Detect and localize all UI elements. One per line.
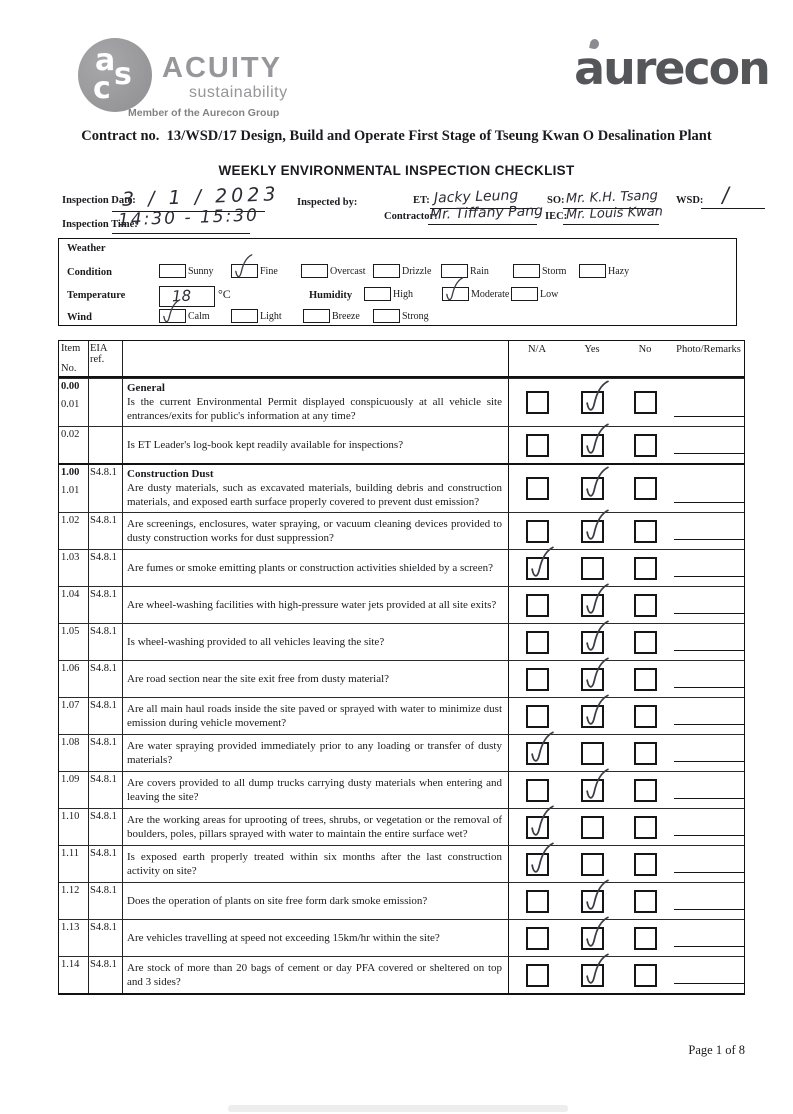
question-text: Is exposed earth properly treated within six months after the last construction activity on site? [127, 850, 502, 877]
wsd-value: / [721, 182, 730, 208]
item-no: 1.10 [61, 811, 80, 822]
eia-ref: S4.8.1 [89, 698, 123, 734]
na-checkbox[interactable] [526, 434, 549, 457]
na-checkbox[interactable] [526, 816, 549, 839]
question-text: Are screenings, enclosures, water spraying, or vacuum cleaning devices provided to dusty construction works for dust suppression? [127, 517, 502, 544]
weather-checkbox[interactable] [373, 264, 400, 278]
eia-ref: S4.8.1 [89, 550, 123, 586]
yes-checkbox[interactable] [581, 927, 604, 950]
col-remarks: Photo/Remarks [676, 344, 741, 355]
eia-ref: S4.8.1 [89, 624, 123, 660]
weather-checkbox[interactable] [301, 264, 328, 278]
remarks-line[interactable] [674, 539, 744, 540]
no-checkbox[interactable] [634, 927, 657, 950]
col-no: No [638, 344, 652, 355]
item-no: 1.01 [61, 485, 80, 496]
yes-checkbox[interactable] [581, 434, 604, 457]
weather-option-label: Strong [402, 310, 429, 322]
monogram-letter-c: c [93, 71, 111, 106]
weather-checkbox[interactable] [159, 309, 186, 323]
table-header [59, 341, 744, 378]
weather-option [442, 287, 509, 301]
scan-artifact [228, 1105, 568, 1112]
iec-value: Mr. Louis Kwan [565, 204, 664, 223]
page-title: WEEKLY ENVIRONMENTAL INSPECTION CHECKLIST [218, 163, 575, 178]
no-checkbox[interactable] [634, 890, 657, 913]
question-text: Are fumes or smoke emitting plants or construction activities shielded by a screen? [127, 561, 493, 574]
eia-ref: S4.8.1 [89, 513, 123, 549]
no-checkbox[interactable] [634, 816, 657, 839]
table-body [59, 378, 744, 993]
eia-ref: S4.8.1 [89, 587, 123, 623]
inspection-time-value: 14:30 - 15:30 [117, 205, 260, 231]
yes-checkbox[interactable] [581, 520, 604, 543]
item-no: 1.05 [61, 626, 80, 637]
inspection-time-label: Inspection Time: [62, 219, 138, 230]
na-checkbox[interactable] [526, 594, 549, 617]
no-checkbox[interactable] [634, 557, 657, 580]
yes-checkbox[interactable] [581, 816, 604, 839]
weather-option [303, 309, 360, 323]
question-text: Are vehicles travelling at speed not exceeding 15km/hr within the site? [127, 931, 440, 944]
eia-ref: S4.8.1 [89, 735, 123, 771]
table-row [59, 882, 744, 919]
table-row [59, 426, 744, 463]
no-checkbox[interactable] [634, 520, 657, 543]
item-no: 0.01 [61, 399, 80, 410]
na-checkbox[interactable] [526, 890, 549, 913]
weather-option-label: Fine [260, 265, 278, 277]
yes-checkbox[interactable] [581, 391, 604, 414]
yes-checkbox[interactable] [581, 477, 604, 500]
yes-checkbox[interactable] [581, 779, 604, 802]
weather-option [159, 264, 214, 278]
weather-checkbox[interactable] [373, 309, 400, 323]
no-checkbox[interactable] [634, 668, 657, 691]
remarks-line[interactable] [674, 687, 744, 688]
item-no: 1.00 [61, 467, 80, 478]
humidity-label: Humidity [309, 290, 353, 301]
yes-checkbox[interactable] [581, 890, 604, 913]
monogram-letter-s: s [114, 57, 132, 92]
item-no: 0.00 [61, 381, 80, 392]
inspection-date-value: 3 / 1 / 2023 [121, 183, 280, 211]
weather-checkbox[interactable] [303, 309, 330, 323]
wsd-label: WSD: [676, 195, 704, 206]
item-no: 1.04 [61, 589, 80, 600]
no-checkbox[interactable] [634, 434, 657, 457]
item-no: 1.08 [61, 737, 80, 748]
eia-ref: S4.8.1 [89, 661, 123, 697]
weather-label: Weather [67, 243, 106, 254]
remarks-line[interactable] [674, 798, 744, 799]
question-text: Are dusty materials, such as excavated materials, building debris and construction materials, and exposed earth surface properly covered to prevent dust emission? [127, 482, 502, 508]
question-text: Does the operation of plants on site free form dark smoke emission? [127, 894, 428, 907]
na-checkbox[interactable] [526, 742, 549, 765]
remarks-line[interactable] [674, 983, 744, 984]
acuity-subname: sustainability [189, 84, 288, 101]
weather-checkbox[interactable] [513, 264, 540, 278]
col-item-line2: No. [61, 363, 77, 374]
remarks-line[interactable] [674, 872, 744, 873]
question-text: Are all main haul roads inside the site paved or sprayed with water to minimize dust emission during vehicle movement? [127, 702, 502, 729]
temperature-value: 18 [171, 286, 192, 306]
na-checkbox[interactable] [526, 927, 549, 950]
question-text: Is the current Environmental Permit displayed conspicuously at all vehicle site entrances/exits for public's information at any time? [127, 396, 502, 422]
checklist-table [58, 340, 745, 995]
question-text: Are covers provided to all dump trucks carrying dusty materials when entering and leaving the site? [127, 776, 502, 803]
no-checkbox[interactable] [634, 594, 657, 617]
na-checkbox[interactable] [526, 391, 549, 414]
no-checkbox[interactable] [634, 742, 657, 765]
weather-option-label: High [393, 288, 413, 300]
table-row [59, 586, 744, 623]
table-row [59, 549, 744, 586]
weather-option [373, 309, 429, 323]
item-no: 1.12 [61, 885, 80, 896]
weather-option-label: Rain [470, 265, 489, 277]
acuity-monogram-icon [78, 38, 152, 112]
yes-checkbox[interactable] [581, 668, 604, 691]
eia-ref: S4.8.1 [89, 920, 123, 956]
weather-option [513, 264, 566, 278]
na-checkbox[interactable] [526, 668, 549, 691]
inspection-date-label: Inspection Date: [62, 195, 136, 206]
item-no: 1.14 [61, 959, 80, 970]
acuity-wordmark: ACUITY [162, 52, 282, 84]
weather-option [231, 309, 282, 323]
section-title: Construction Dust [127, 468, 214, 480]
na-checkbox[interactable] [526, 705, 549, 728]
weather-checkbox[interactable] [364, 287, 391, 301]
eia-ref: S4.8.1 [89, 772, 123, 808]
item-no: 1.09 [61, 774, 80, 785]
na-checkbox[interactable] [526, 631, 549, 654]
no-checkbox[interactable] [634, 631, 657, 654]
no-checkbox[interactable] [634, 853, 657, 876]
contractor-label: Contractor: [384, 211, 438, 222]
condition-label: Condition [67, 267, 112, 278]
weather-option-label: Breeze [332, 310, 360, 322]
remarks-line[interactable] [674, 502, 744, 503]
eia-ref: S4.8.1 [89, 883, 123, 919]
yes-checkbox[interactable] [581, 853, 604, 876]
eia-ref [89, 427, 123, 463]
weather-option-label: Storm [542, 265, 567, 277]
section-title: General [127, 382, 165, 394]
wind-label: Wind [67, 312, 92, 323]
col-eia: EIA ref. [89, 341, 123, 376]
eia-ref [89, 379, 123, 426]
item-no: 1.11 [61, 848, 79, 859]
aurecon-wordmark: aurecon [574, 42, 769, 95]
weather-option-label: Sunny [188, 265, 214, 277]
aurecon-logo [574, 42, 769, 110]
table-row [59, 660, 744, 697]
table-row [59, 771, 744, 808]
remarks-line[interactable] [674, 946, 744, 947]
item-no: 1.13 [61, 922, 80, 933]
acuity-tagline: Member of the Aurecon Group [128, 107, 280, 119]
item-no: 1.07 [61, 700, 80, 711]
question-text: Are wheel-washing facilities with high-pressure water jets provided at all site exits? [127, 598, 497, 611]
eia-ref: S4.8.1 [89, 846, 123, 882]
temperature-label: Temperature [67, 290, 126, 301]
question-text: Is wheel-washing provided to all vehicles leaving the site? [127, 635, 385, 648]
remarks-line[interactable] [674, 835, 744, 836]
col-yes: Yes [584, 344, 600, 355]
weather-checkbox[interactable] [442, 287, 469, 301]
weather-checkbox[interactable] [159, 264, 186, 278]
item-no: 1.06 [61, 663, 80, 674]
weather-option-label: Overcast [330, 265, 366, 277]
iec-label: IEC: [545, 211, 568, 222]
eia-ref: S4.8.1 [89, 957, 123, 993]
table-row [59, 845, 744, 882]
table-row [59, 919, 744, 956]
so-value: Mr. K.H. Tsang [565, 188, 659, 207]
contract-title: Contract no. 13/WSD/17 Design, Build and Operate First Stage of Tseung Kwan O Desalination Plant [81, 128, 712, 144]
temperature-field[interactable] [159, 286, 215, 307]
weather-option [159, 309, 210, 323]
weather-checkbox[interactable] [231, 264, 258, 278]
table-row [59, 808, 744, 845]
no-checkbox[interactable] [634, 477, 657, 500]
et-value: Jacky Leung [433, 187, 519, 207]
no-checkbox[interactable] [634, 779, 657, 802]
col-na: N/A [527, 344, 547, 355]
question-text: Are road section near the site exit free from dusty material? [127, 672, 390, 685]
yes-checkbox[interactable] [581, 705, 604, 728]
na-checkbox[interactable] [526, 779, 549, 802]
item-no: 1.02 [61, 515, 80, 526]
table-row [59, 623, 744, 660]
item-no: 1.03 [61, 552, 80, 563]
na-checkbox[interactable] [526, 477, 549, 500]
question-text: Are water spraying provided immediately prior to any loading or transfer of dusty materials? [127, 739, 502, 766]
remarks-line[interactable] [674, 613, 744, 614]
weather-option-label: Hazy [608, 265, 630, 277]
weather-option [511, 287, 558, 301]
col-item-line1: Item [61, 343, 81, 354]
weather-checkbox[interactable] [231, 309, 258, 323]
weather-checkbox[interactable] [441, 264, 468, 278]
table-row [59, 734, 744, 771]
table-row [59, 378, 744, 426]
monogram-letter-a: a [95, 43, 116, 78]
remarks-line[interactable] [674, 650, 744, 651]
page-number: Page 1 of 8 [688, 1043, 745, 1057]
weather-option [373, 264, 431, 278]
remarks-line[interactable] [674, 761, 744, 762]
yes-checkbox[interactable] [581, 631, 604, 654]
weather-option-label: Moderate [471, 288, 510, 300]
no-checkbox[interactable] [634, 391, 657, 414]
table-row [59, 956, 744, 993]
question-text: Is ET Leader's log-book kept readily available for inspections? [127, 438, 404, 451]
weather-option-label: Drizzle [402, 265, 432, 277]
question-text: Are the working areas for uprooting of trees, shrubs, or vegetation or the removal of boulders, poles, pillars sprayed with water to maintain the entire surface wet? [127, 813, 502, 840]
weather-option [579, 264, 629, 278]
yes-checkbox[interactable] [581, 964, 604, 987]
weather-option [231, 264, 278, 278]
item-no: 0.02 [61, 429, 80, 440]
table-row [59, 697, 744, 734]
weather-option [441, 264, 489, 278]
na-checkbox[interactable] [526, 964, 549, 987]
question-text: Are stock of more than 20 bags of cement or day PFA covered or sheltered on top and 3 sides? [127, 961, 502, 988]
inspected-by-label: Inspected by: [297, 197, 358, 208]
yes-checkbox[interactable] [581, 594, 604, 617]
weather-option [301, 264, 366, 278]
weather-section [58, 238, 737, 326]
weather-option-label: Light [260, 310, 282, 322]
contractor-value: Mr. Tiffany Pang [429, 203, 544, 223]
na-checkbox[interactable] [526, 520, 549, 543]
no-checkbox[interactable] [634, 964, 657, 987]
temperature-unit: °C [218, 287, 231, 301]
table-row [59, 463, 744, 512]
eia-ref: S4.8.1 [89, 809, 123, 845]
remarks-line[interactable] [674, 909, 744, 910]
weather-option-label: Low [540, 288, 559, 300]
remarks-line[interactable] [674, 453, 744, 454]
no-checkbox[interactable] [634, 705, 657, 728]
acuity-logo [76, 36, 376, 120]
yes-checkbox[interactable] [581, 742, 604, 765]
na-checkbox[interactable] [526, 557, 549, 580]
table-row [59, 512, 744, 549]
weather-checkbox[interactable] [579, 264, 606, 278]
yes-checkbox[interactable] [581, 557, 604, 580]
eia-ref: S4.8.1 [89, 465, 123, 512]
remarks-line[interactable] [674, 576, 744, 577]
so-label: SO: [547, 195, 565, 206]
weather-checkbox[interactable] [511, 287, 538, 301]
weather-option-label: Calm [188, 310, 210, 322]
na-checkbox[interactable] [526, 853, 549, 876]
wsd-field[interactable] [701, 191, 765, 209]
remarks-line[interactable] [674, 416, 744, 417]
et-label: ET: [413, 195, 430, 206]
remarks-line[interactable] [674, 724, 744, 725]
weather-option [364, 287, 413, 301]
